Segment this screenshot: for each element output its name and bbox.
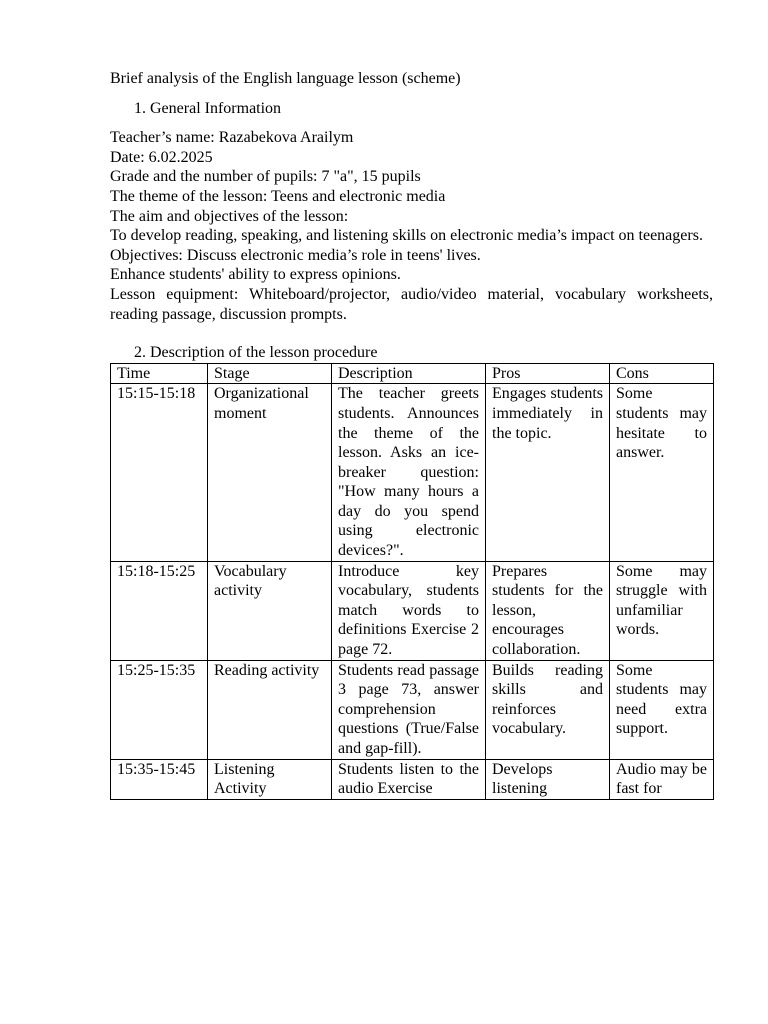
table-row [111, 759, 714, 799]
cell-pros: Develops listening [486, 759, 610, 799]
aim-heading: The aim and objectives of the lesson: [110, 207, 349, 225]
cell-time: 15:18-15:25 [111, 561, 208, 660]
cell-stage: Listening Activity [208, 759, 332, 799]
cell-description: Students listen to the audio Exercise [332, 759, 486, 799]
lesson-aim: To develop reading, speaking, and listening skills on electronic media’s impact on teenagers. [110, 227, 703, 245]
cell-description: Students read passage 3 page 73, answer comprehension questions (True/False and gap-fill). [332, 660, 486, 759]
cell-cons: Some students may need extra support. [610, 660, 714, 759]
header-description: Description [332, 363, 486, 384]
grade-pupils: Grade and the number of pupils: 7 "a", 15 pupils [110, 168, 421, 186]
table-row [111, 384, 714, 561]
cell-time: 15:25-15:35 [111, 660, 208, 759]
lesson-objectives: Objectives: Discuss electronic media’s role in teens' lives. [110, 246, 481, 264]
cell-cons: Some students may hesitate to answer. [610, 384, 714, 561]
lesson-theme: The theme of the lesson: Teens and electronic media [110, 187, 446, 205]
teacher-name: Teacher’s name: Razabekova Arailym [110, 129, 354, 147]
section-heading-lesson-procedure: 2. Description of the lesson procedure [134, 344, 378, 362]
cell-pros: Engages students immediately in the topic. [486, 384, 610, 561]
header-cons: Cons [610, 363, 714, 384]
table-header-row [111, 363, 714, 384]
cell-time: 15:35-15:45 [111, 759, 208, 799]
cell-stage: Organizational moment [208, 384, 332, 561]
section-heading-general-information: 1. General Information [134, 99, 282, 117]
document-title: Brief analysis of the English language lesson (scheme) [110, 70, 461, 87]
general-information [110, 128, 713, 324]
header-stage: Stage [208, 363, 332, 384]
cell-pros: Prepares students for the lesson, encourages collaboration. [486, 561, 610, 660]
cell-time: 15:15-15:18 [111, 384, 208, 561]
lesson-date: Date: 6.02.2025 [110, 148, 213, 166]
cell-pros: Builds reading skills and reinforces vocabulary. [486, 660, 610, 759]
lesson-equipment: Lesson equipment: Whiteboard/projector, audio/video material, vocabulary worksheets, reading passage, discussion prompts. [110, 285, 713, 323]
document-page [110, 69, 713, 800]
header-time: Time [111, 363, 208, 384]
cell-cons: Some may struggle with unfamiliar words. [610, 561, 714, 660]
header-pros: Pros [486, 363, 610, 384]
cell-stage: Vocabulary activity [208, 561, 332, 660]
table-row [111, 660, 714, 759]
cell-stage: Reading activity [208, 660, 332, 759]
cell-cons: Audio may be fast for [610, 759, 714, 799]
cell-description: Introduce key vocabulary, students match words to definitions Exercise 2 page 72. [332, 561, 486, 660]
lesson-enhance: Enhance students' ability to express opinions. [110, 266, 401, 284]
lesson-procedure-table [110, 363, 714, 800]
cell-description: The teacher greets students. Announces the theme of the lesson. Asks an ice-breaker question: "How many hours a day do you spend using electronic devices?". [332, 384, 486, 561]
table-row [111, 561, 714, 660]
